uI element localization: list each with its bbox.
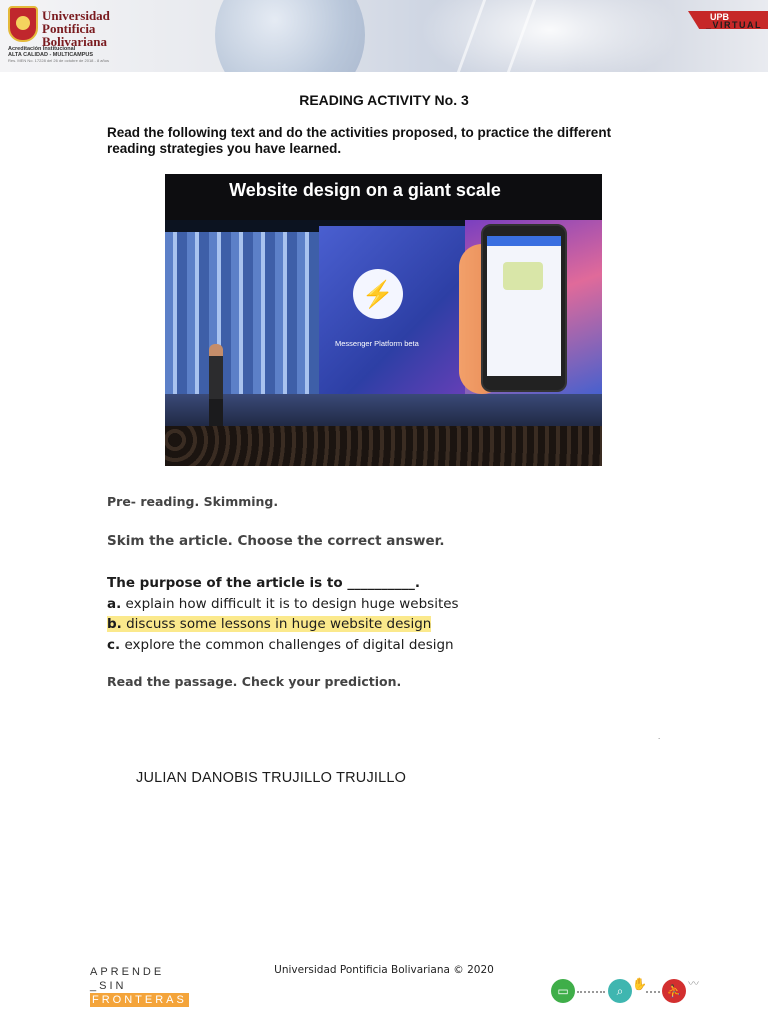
projection-screen xyxy=(319,226,479,394)
hands-icon: ✋ xyxy=(632,977,647,991)
stray-mark: . xyxy=(658,732,661,741)
option-text: explore the common challenges of digital design xyxy=(124,636,454,653)
screen-label: Messenger Platform beta xyxy=(335,339,419,348)
option-highlight xyxy=(107,616,431,632)
accreditation-line2: ALTA CALIDAD - MULTICAMPUS xyxy=(8,52,94,58)
option-b[interactable] xyxy=(107,614,667,635)
stage-backdrop xyxy=(165,232,325,402)
article-photo xyxy=(165,174,602,466)
option-letter: b. xyxy=(107,616,122,632)
audience xyxy=(165,426,602,466)
option-text: discuss some lessons in huge website design xyxy=(126,616,432,632)
option-text: explain how difficult it is to design huge websites xyxy=(125,595,459,612)
option-a[interactable] xyxy=(107,594,667,615)
page-title: READING ACTIVITY No. 3 xyxy=(299,92,469,108)
slogan-line1: APRENDE xyxy=(90,966,165,978)
phone-screen xyxy=(487,236,561,376)
search-icon: ⌕ xyxy=(608,979,632,1003)
photo-caption: Website design on a giant scale xyxy=(229,180,501,200)
upb-badge-label: UPB xyxy=(710,12,730,22)
header-banner xyxy=(0,0,768,72)
intro-text: Read the following text and do the activities proposed, to practice the different reading strategies you have learned. xyxy=(107,125,612,156)
skim-instruction: Skim the article. Choose the correct answer. xyxy=(107,533,445,549)
accreditation xyxy=(8,46,118,63)
rss-icon: 〰 xyxy=(688,978,699,990)
accreditation-detail: Res. MEN No. 17228 del 26 de octubre de 2018 - 8 años xyxy=(8,58,109,63)
messenger-icon: ⚡ xyxy=(353,269,403,319)
copyright: Universidad Pontificia Bolivariana © 2020 xyxy=(274,964,494,976)
phone-flowers-image xyxy=(503,262,543,290)
person-icon: ⛹ xyxy=(662,979,686,1003)
dotted-connector xyxy=(646,991,660,993)
dotted-connector xyxy=(577,991,605,993)
speaker-figure xyxy=(209,344,223,432)
screen-icon: ▭ xyxy=(551,979,575,1003)
option-letter: c. xyxy=(107,636,121,653)
pre-reading-heading: Pre- reading. Skimming. xyxy=(107,494,279,509)
option-c[interactable] xyxy=(107,635,667,656)
slogan-line3: FRONTERAS xyxy=(92,994,187,1006)
globe-graphic xyxy=(215,0,365,72)
question-block xyxy=(107,573,667,655)
question-stem: The purpose of the article is to __________. xyxy=(107,575,420,591)
phone-header-bar xyxy=(487,236,561,246)
upb-virtual-label: _VIRTUAL xyxy=(706,20,763,30)
university-crest-icon xyxy=(8,6,38,42)
slogan-line2: _SIN xyxy=(90,980,127,992)
check-prediction: Read the passage. Check your prediction. xyxy=(107,674,402,689)
student-name: JULIAN DANOBIS TRUJILLO TRUJILLO xyxy=(136,770,407,786)
university-name: Universidad Pontificia Bolivariana xyxy=(42,8,110,49)
accreditation-line1: Acreditación Institucional xyxy=(8,46,76,52)
option-letter: a. xyxy=(107,595,122,612)
banner-glow xyxy=(420,0,680,72)
